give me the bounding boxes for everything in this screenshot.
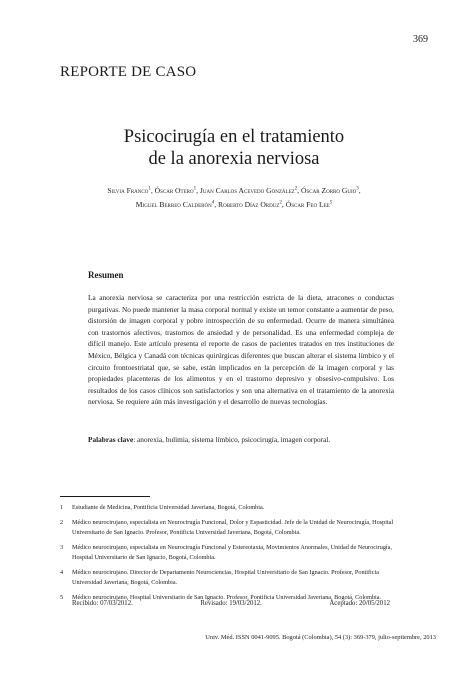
affiliation-marker: 3 — [356, 186, 359, 192]
page-number: 369 — [413, 34, 428, 45]
footnote-text: Médico neurocirujano, especialista en Neurocirugía Funcional y Estereotaxia, Movimientos Anormales, Unidad de Neurocirugía, Hospital Universitario de San Ignacio, Bogotá, Colombia. — [72, 544, 392, 561]
author-name: Silvia Franco — [107, 186, 149, 195]
author-name: Óscar Feo Lee — [285, 200, 330, 209]
journal-citation: Univ. Méd. ISSN 0041-9095. Bogotá (Colombia), 54 (3): 369-379, julio-septiembre, 2013 — [205, 634, 436, 641]
revised-date: Revisado: 19/03/2012. — [200, 600, 262, 607]
author-name: Juan Carlos Acevedo González — [199, 186, 295, 195]
article-title — [40, 126, 428, 170]
footnote — [60, 518, 406, 538]
received-date: Recibido: 07/03/2012. — [72, 600, 133, 607]
keywords-label: Palabras clave — [88, 435, 134, 444]
footnote-number: 3 — [60, 544, 64, 551]
author-line-2: Miguel Berbeo Calderón$^4$, Roberto Díaz Orduz$^2$, Óscar Feo Lee$^5$ — [135, 200, 333, 209]
author-name: Óscar Zorro Guio — [301, 186, 357, 195]
footnote — [60, 568, 406, 588]
footnote — [60, 503, 406, 513]
abstract-heading: Resumen — [88, 270, 124, 280]
affiliation-marker: 1 — [148, 186, 151, 192]
footnote-text: Médico neurocirujano, Hospital Universitario de San Ignacio. Profesor, Pontificia Universidad Javeriana, Bogotá, Colombia. — [72, 594, 382, 601]
footnote-number: 5 — [60, 594, 64, 601]
accepted-date: Aceptado: 20/05/2012 — [329, 600, 390, 607]
affiliation-marker: 2 — [294, 186, 298, 192]
keywords-text: : anorexia, bulimia, sistema límbico, psicocirugía, imagen corporal. — [133, 435, 331, 444]
author-name: Miguel Berbeo Calderón — [135, 200, 212, 209]
footnote-number: 1 — [60, 504, 64, 511]
section-label: REPORTE DE CASO — [60, 64, 197, 80]
footnote-text: Médico neurocirujano. Director de Departamento Neurociencias, Hospital Universitario de San Ignacio. Profesor, Pontificia Universidad Javeriana, Bogotá, Colombia. — [72, 569, 379, 586]
title-line-2: de la anorexia nerviosa — [148, 149, 320, 169]
abstract-body: La anorexia nerviosa se caracteriza por una restricción estricta de la dieta, atracones o conductas purgativas. No puede mantener la masa corporal normal y existe un temor constante a aumentar de peso, distorsión de imagen corporal y pobre introspección de su enfermedad. Ocurre de manera simultánea con trastornos afectivos, trastornos de ansiedad y de personalidad. Es una enfermedad compleja de difícil manejo. Este artículo presenta el reporte de casos de pacientes tratados en tres instituciones de México, Bélgica y Canadá con técnicas quirúrgicas diferentes que buscan alterar el sistema límbico y el circuito frontoestriatal que, se sabe, están implicados en la percepción de la imagen corporal y las propiedades placenteras de los alimentos y en el trastorno depresivo y obsesivo-compulsivo. Los resultados de los casos clínicos son satisfactorios y son una alternativa en el tratamiento de la anorexia nerviosa. Se requiere aún más investigación y el desarrollo de nuevas tecnologías. — [88, 293, 394, 407]
author-name: Roberto Díaz Orduz — [218, 200, 280, 209]
affiliation-marker: 5 — [329, 200, 333, 206]
author-name: Óscar Otero — [154, 186, 194, 195]
footnote-number: 4 — [60, 569, 64, 576]
footnote — [60, 543, 406, 563]
footnote-text: Estudiante de Medicina, Pontificia Universidad Javeriana, Bogotá, Colombia. — [72, 504, 265, 511]
affiliation-marker: 1 — [193, 186, 197, 192]
footnote-text: Médico neurocirujano, especialista en Neurocirugía Funcional, Dolor y Espasticidad. Jefe de la Unidad de Neurocirugía, Hospital Universitario de San Ignacio. Profesor, Pontificia Universidad Javeriana, Bogotá, Colombia. — [72, 519, 394, 536]
author-list — [54, 184, 414, 212]
affiliation-marker: 4 — [211, 200, 215, 206]
footnote-number: 2 — [60, 519, 64, 526]
keywords — [88, 434, 394, 445]
footnote-divider — [60, 496, 150, 497]
submission-dates — [72, 600, 390, 607]
affiliation-marker: 2 — [279, 200, 282, 206]
author-line-1: Silvia Franco$^1$, Óscar Otero$^1$, Juan Carlos Acevedo González$^2$, Óscar Zorro Guio$^3$, — [107, 186, 361, 195]
footnotes — [60, 503, 406, 608]
title-line-1: Psicocirugía en el tratamiento — [123, 127, 345, 147]
